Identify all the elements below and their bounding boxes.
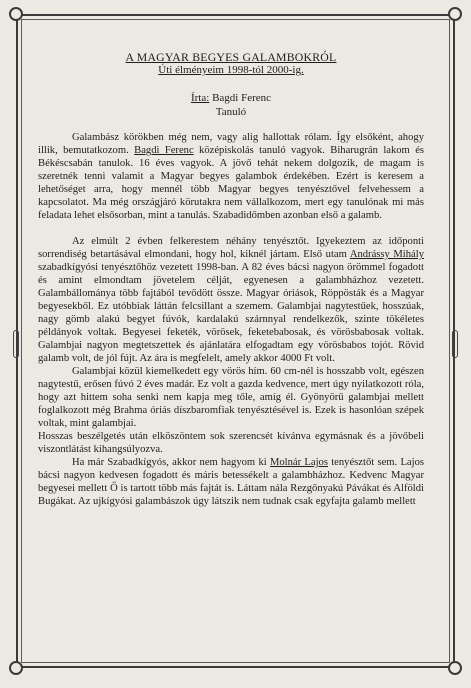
paragraph-2-text-b: szabadkígyósi tenyésztőhöz vezetett 1998-ban. A 82 éves bácsi nagyon örömmel fogadott és amint elmondtam jövetelem célját, egyenesen a galambházhoz vezetett. Galambállománya több fajtából tevődött össze. Magyar óriások, Röppösták és a Magyar begyesekből. Ez utóbbiak láttán felcsillant a szemem. Galambjai nagytestűek, hosszúak, nagy gömb alakú begyet fúvók, kardalakú szárnnyal rendelkezők, szinte tökéletes példányok voltak. Begyesei feketék, vörösek, feketebabosak, és vörösbabosak voltak. Galambjai nagyon megtetszettek és ajánlatára elfogadtam egy vörösbabos tojót. Rövid galamb volt, de jól fújt. Az ára is megfelelt, amely akkor 4000 Ft volt.	[38, 262, 424, 364]
author-name: Bagdi Ferenc	[209, 92, 272, 104]
paragraph-2-text-a: Az elmúlt 2 évben felkerestem néhány tenyésztőt. Igyekeztem az időponti sorrendiség betartásával elmondani, hogy hol, kiknél jártam. Első utam	[38, 236, 424, 260]
paragraph-5-name: Molnár Lajos	[269, 457, 328, 468]
paragraph-1-text-b: középiskolás tanuló vagyok. Biharugrán lakom és Békéscsabán tanulok. 16 éves vagyok. A jövő tehát nekem dolgozik, de magam is szeretnék tenni valamit a Magyar begyes galambok érdekében. Ezért is keresem a lehetőséget arra, hogy mennél több Magyar begyes tenyésztővel felvehessem a kapcsolatot. Ma még országjáró körutakra nem vállalkozom, mert egy tanulónak mi más feladata lehet elsősorban, mint a tanulás. Szabadidőmben azonban első a galamb.	[38, 145, 425, 221]
paragraph-2	[38, 235, 424, 365]
paragraph-5-text-b: tenyésztőt sem. Lajos bácsi nagyon kedvesen fogadott és máris betessékelt a galambházhoz. Kedvenc Magyar begyesei mellett Ő is tartott több más fajtát is. Láttam nála Rezgőnyakú Pávákat és Alföldi Bugákat. Az ujkígyósi galambászok úgy látszik nem tudnak csak egyfajta galamb mellett	[38, 457, 424, 507]
corner-ornament-icon	[448, 661, 462, 675]
side-ornament-icon	[452, 330, 458, 358]
document-title: A MAGYAR BEGYES GALAMBOKRÓL	[125, 50, 337, 64]
author-line	[38, 91, 424, 105]
paragraph-1-text-a: Galambász körökben még nem, vagy alig hallottak rólam. Így elsőként, ahogy illik, bemutatkozom.	[38, 132, 424, 156]
paragraph-1-name: Bagdi Ferenc	[134, 145, 194, 156]
author-role: Tanuló	[215, 106, 247, 118]
side-ornament-icon	[13, 330, 19, 358]
paragraph-5-text-a: Ha már Szabadkígyós, akkor nem hagyom ki	[72, 457, 270, 468]
author-label: Írta:	[190, 92, 210, 104]
paragraph-5	[38, 456, 424, 508]
document-body	[38, 50, 424, 508]
corner-ornament-icon	[9, 661, 23, 675]
document-subtitle: Úti élményeim 1998-tól 2000-ig.	[158, 64, 304, 76]
corner-ornament-icon	[9, 7, 23, 21]
paragraph-4: Hosszas beszélgetés után elköszöntem sok szerencsét kívánva egymásnak és a jövőbeli viszontlátást kihangsúlyozva.	[38, 431, 424, 455]
paragraph-1	[38, 131, 424, 222]
author-block	[38, 91, 424, 119]
paragraph-3: Galambjai közül kiemelkedett egy vörös hím. 60 cm-nél is hosszabb volt, egészen nagytestű, erősen fúvó 2 éves madár. Ez volt a gazda kedvence, mert úgy nyilatkozott róla, hogy azt hittem soha senki nem kapja meg tőle, amíg él. Gyönyörű galambjai mellett foglalkozott még Brahma óriás díszbaromfiak tenyésztésével is. Ezek is hasonlóan szépek voltak, mint galambjai.	[38, 366, 424, 429]
corner-ornament-icon	[448, 7, 462, 21]
title-block	[38, 50, 424, 77]
paragraph-2-name: Andrássy Mihály	[349, 249, 424, 260]
